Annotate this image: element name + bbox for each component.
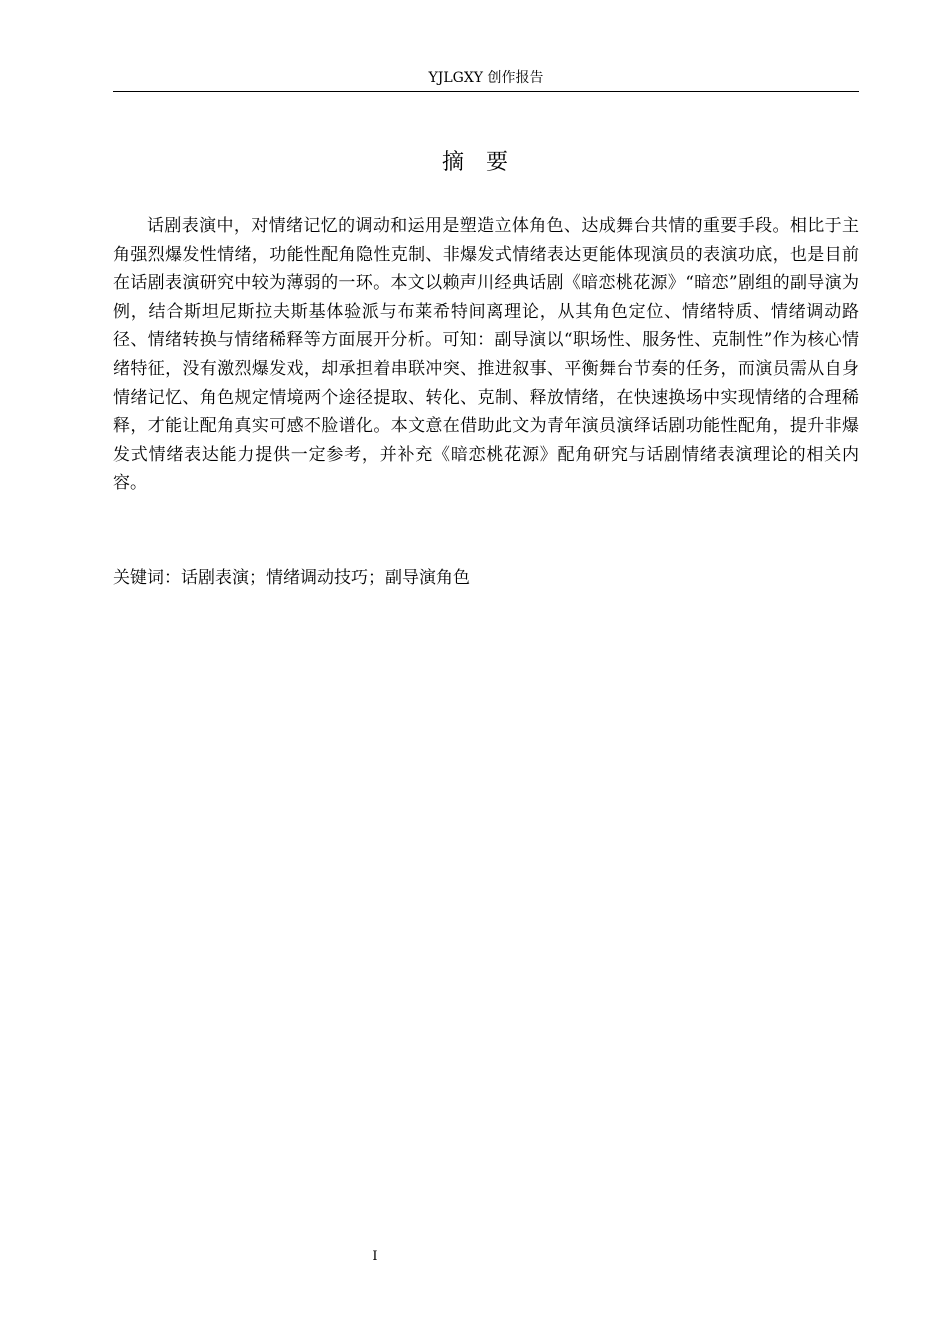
keywords-label: 关键词： xyxy=(113,568,181,588)
page-header xyxy=(113,68,859,92)
header-text: YJLGXY 创作报告 xyxy=(428,70,544,86)
page-title: 摘要 xyxy=(441,150,530,175)
keywords-line xyxy=(113,564,859,592)
keywords-value: 话剧表演；情绪调动技巧；副导演角色 xyxy=(181,568,470,588)
abstract-paragraph: 话剧表演中，对情绪记忆的调动和运用是塑造立体角色、达成舞台共情的重要手段。相比于主角强烈爆发性情绪，功能性配角隐性克制、非爆发式情绪表达更能体现演员的表演功底，也是目前在话剧表演研究中较为薄弱的一环。本文以赖声川经典话剧《暗恋桃花源》“暗恋”剧组的副导演为例，结合斯坦尼斯拉夫斯基体验派与布莱希特间离理论，从其角色定位、情绪特质、情绪调动路径、情绪转换与情绪稀释等方面展开分析。可知：副导演以“职场性、服务性、克制性”作为核心情绪特征，没有激烈爆发戏，却承担着串联冲突、推进叙事、平衡舞台节奏的任务，而演员需从自身情绪记忆、角色规定情境两个途径提取、转化、克制、释放情绪，在快速换场中实现情绪的合理稀释，才能让配角真实可感不脸谱化。本文意在借助此文为青年演员演绎话剧功能性配角，提升非爆发式情绪表达能力提供一定参考，并补充《暗恋桃花源》配角研究与话剧情绪表演理论的相关内容。 xyxy=(113,216,859,494)
page-number: I xyxy=(372,1249,378,1264)
